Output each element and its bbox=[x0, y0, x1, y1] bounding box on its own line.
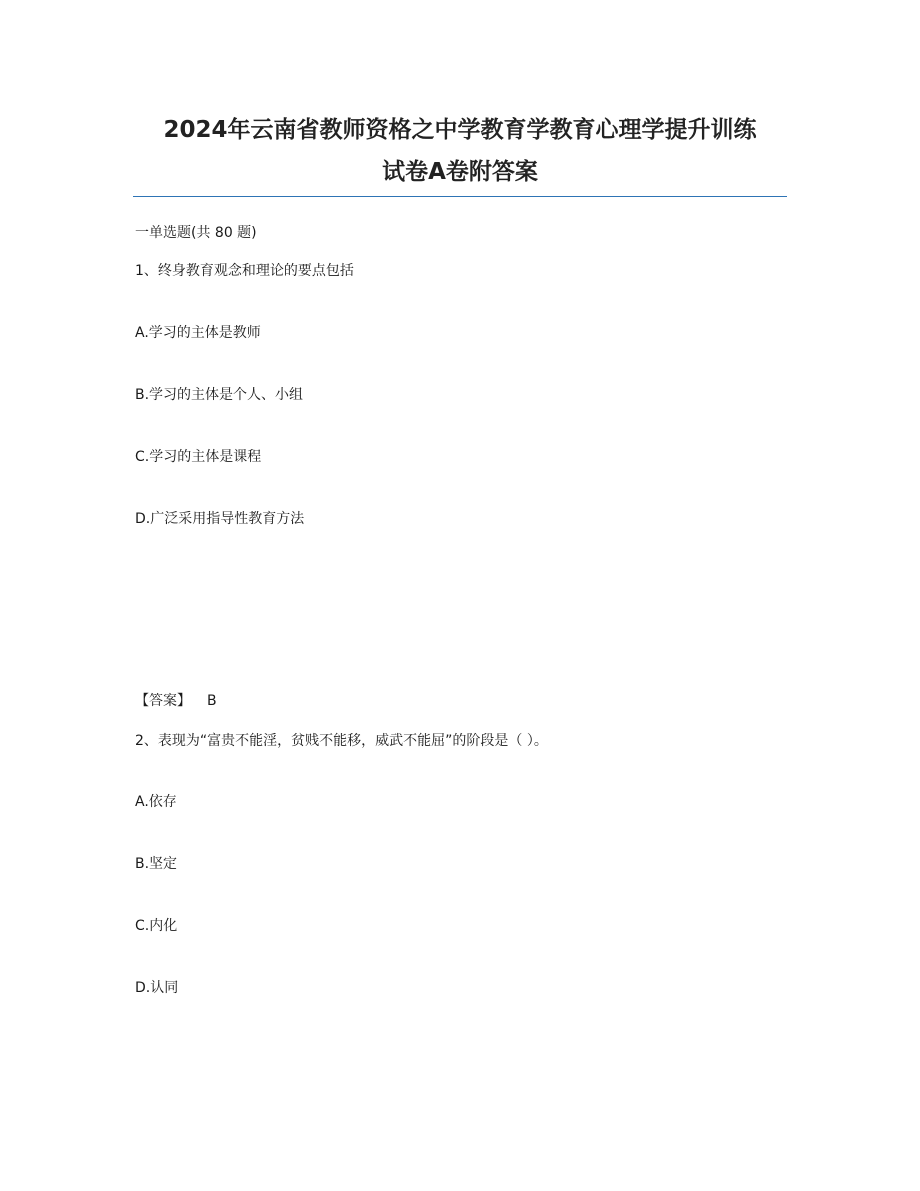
question-1-option-a: A.学习的主体是教师 bbox=[135, 325, 261, 341]
document-title-line-1: 2024年云南省教师资格之中学教育学教育心理学提升训练 bbox=[163, 117, 757, 143]
question-2-option-c: C.内化 bbox=[135, 918, 178, 934]
title-divider bbox=[133, 196, 787, 197]
question-1-option-c: C.学习的主体是课程 bbox=[135, 449, 262, 465]
section-heading: 一单选题(共 80 题) bbox=[135, 225, 257, 241]
answer-value: B bbox=[207, 693, 217, 709]
answer-label: 【答案】 bbox=[135, 693, 191, 709]
question-2-stem: 2、表现为“富贵不能淫，贫贱不能移，威武不能屈”的阶段是（ ）。 bbox=[135, 733, 548, 749]
question-1-answer bbox=[135, 694, 217, 708]
question-2-option-b: B.坚定 bbox=[135, 856, 178, 872]
question-2-option-a: A.依存 bbox=[135, 794, 177, 810]
question-1-option-b: B.学习的主体是个人、小组 bbox=[135, 387, 304, 403]
question-1-option-d: D.广泛采用指导性教育方法 bbox=[135, 511, 305, 527]
question-1-stem: 1、终身教育观念和理论的要点包括 bbox=[135, 263, 354, 279]
document-title-line-2: 试卷A卷附答案 bbox=[382, 159, 538, 185]
question-2-option-d: D.认同 bbox=[135, 980, 179, 996]
